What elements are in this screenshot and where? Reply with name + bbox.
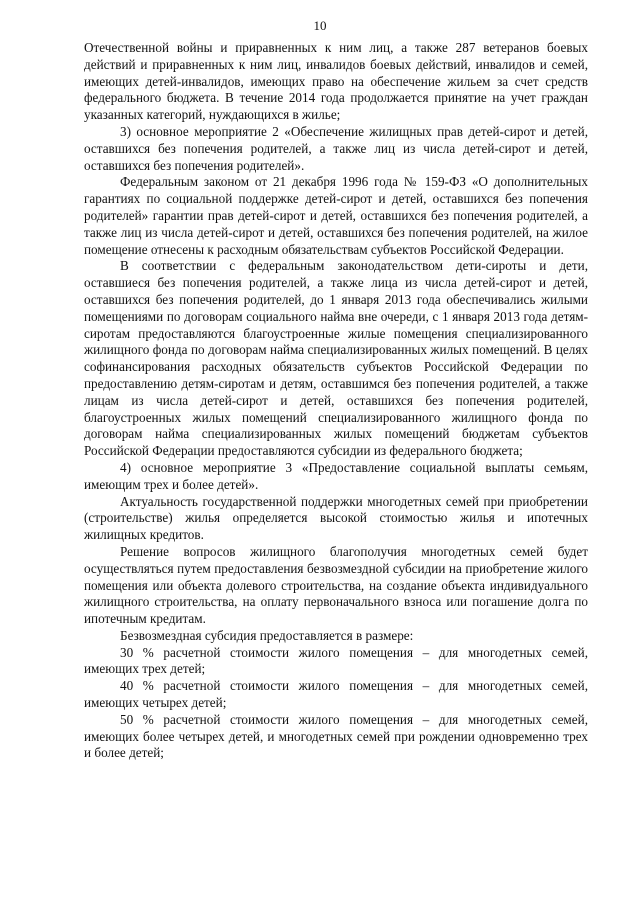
paragraph-subsidy-solution: Решение вопросов жилищного благополучия многодетных семей будет осуществляться путем предоставления безвозмездной субсидии на приобретение жилого помещения или объекта долевого строительства, на создание объекта индивидуального жилищного строительства, на оплату первоначального взноса или погашение долга по ипотечным кредитам. <box>84 543 588 627</box>
document-body <box>84 40 588 762</box>
page-number: 10 <box>313 18 327 33</box>
paragraph-measure-2-title: 3) основное мероприятие 2 «Обеспечение жилищных прав детей-сирот и детей, оставшихся без попечения родителей, а также лиц из числа детей-сирот и детей, оставшихся без попечения родителей». <box>84 123 588 173</box>
paragraph-veterans-housing: Отечественной войны и приравненных к ним лиц, а также 287 ветеранов боевых действий и приравненных к ним лиц, инвалидов боевых действий, инвалидов и семей, имеющих детей-инвалидов, имеющих право на обеспечение жильем за счет средств федерального бюджета. В течение 2014 года продолжается принятие на учет граждан указанных категорий, нуждающихся в жилье; <box>84 40 588 123</box>
paragraph-orphans-housing: В соответствии с федеральным законодательством дети-сироты и дети, оставшиеся без попечения родителей, а также лица из числа детей-сирот и детей, оставшихся без попечения родителей, до 1 января 2013 года обеспечивались жилыми помещениями по договорам социального найма вне очереди, с 1 января 2013 года детям-сиротам предоставляются благоустроенные жилые помещения специализированного жилищного фонда по договорам найма специализированных жилых помещений. В целях софинансирования расходных обязательств субъектов Российской Федерации по предоставлению детям-сиротам и детям, оставшимся без попечения родителей, а также лицам из числа детей-сирот и детей, оставшихся без попечения родителей, благоустроенных жилых помещений специализированного жилищного фонда по договорам найма специализированных жилых помещений бюджетам субъектов Российской Федерации предоставляются субсидии из федерального бюджета; <box>84 258 588 459</box>
paragraph-subsidy-40-percent: 40 % расчетной стоимости жилого помещения – для многодетных семей, имеющих четырех детей; <box>84 678 588 711</box>
paragraph-large-families-relevance: Актуальность государственной поддержки многодетных семей при приобретении (строительстве) жилья определяется высокой стоимостью жилья и ипотечных жилищных кредитов. <box>84 493 588 543</box>
paragraph-subsidy-30-percent: 30 % расчетной стоимости жилого помещения – для многодетных семей, имеющих трех детей; <box>84 644 588 677</box>
paragraph-subsidy-size-intro: Безвозмездная субсидия предоставляется в размере: <box>120 627 414 643</box>
paragraph-subsidy-50-percent: 50 % расчетной стоимости жилого помещения – для многодетных семей, имеющих более четырех детей, и многодетных семей при рождении одновременно трех и более детей; <box>84 711 588 761</box>
paragraph-measure-3-title: 4) основное мероприятие 3 «Предоставление социальной выплаты семьям, имеющим трех и более детей». <box>84 459 588 492</box>
paragraph-federal-law-159: Федеральным законом от 21 декабря 1996 года № 159-ФЗ «О дополнительных гарантиях по социальной поддержке детей-сирот и детей, оставшихся без попечения родителей» гарантии прав детей-сирот и детей, оставшихся без попечения родителей, а также лиц из числа детей-сирот и детей, оставшихся без попечения родителей, на жилое помещение отнесены к расходным обязательствам субъектов Российской Федерации. <box>84 174 588 257</box>
